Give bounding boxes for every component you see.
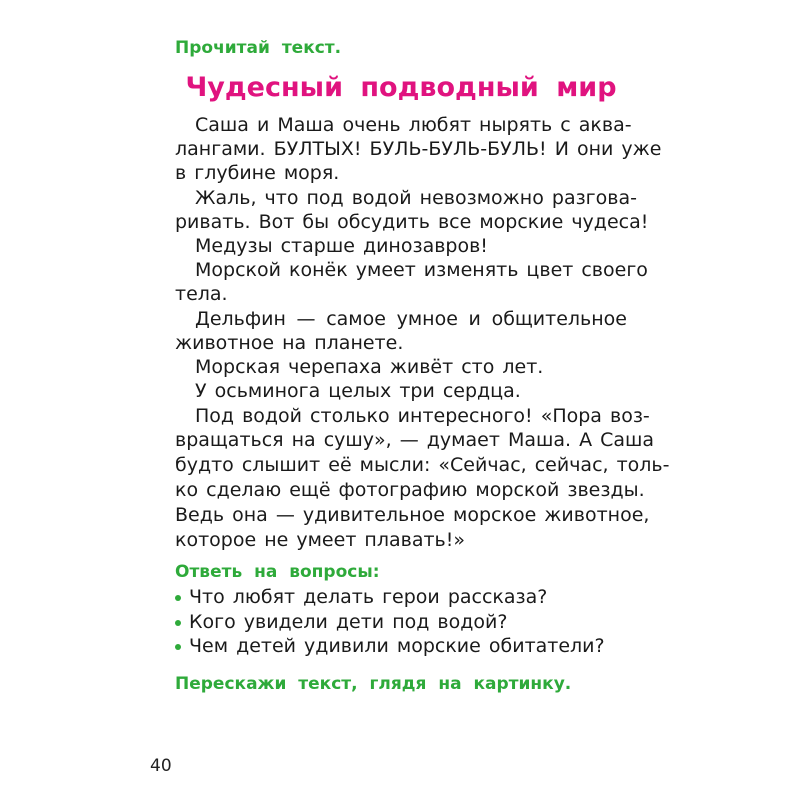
question-text: Кого увидели дети под водой? [189,611,508,633]
page-title: Чудесный подводный мир [185,72,617,103]
text-line: Жаль, что под водой невозможно разгова- [195,187,637,209]
text-line: Ведь она — удивительное морское животное, [175,504,650,526]
text-line: которое не умеет плавать!» [175,529,465,551]
text-line: животное на планете. [175,332,404,354]
text-line: Морской конёк умеет изменять цвет своего [195,259,648,281]
question-item [175,610,507,634]
question-text: Что любят делать герои рассказа? [189,586,548,608]
text-line: будто слышит её мысли: «Сейчас, сейчас, толь- [175,454,670,476]
text-line: ко сделаю ещё фотографию морской звезды. [175,479,645,501]
text-line: Под водой столько интересного! «Пора воз- [195,405,650,427]
bullet-icon [175,644,181,650]
text-line: Медузы старше динозавров! [195,235,488,257]
text-line: У осьминога целых три сердца. [195,380,521,402]
question-text: Чем детей удивили морские обитатели? [189,635,605,657]
question-item [175,634,605,658]
text-line: ривать. Вот бы обсудить все морские чудеса! [175,211,649,233]
bullet-icon [175,620,181,626]
text-line: тела. [175,283,228,305]
text-line: вращаться на сушу», — думает Маша. А Саша [175,429,655,451]
question-item [175,585,547,609]
page-number: 40 [150,756,172,776]
text-line: Дельфин — самое умное и общительное [195,308,627,330]
text-line: лангами. БУЛТЫХ! БУЛЬ-БУЛЬ-БУЛЬ! И они уже [175,138,662,160]
text-line: Саша и Маша очень любят нырять с аква- [195,114,632,136]
retell-instruction: Перескажи текст, глядя на картинку. [175,674,572,694]
text-line: Морская черепаха живёт сто лет. [195,356,544,378]
text-line: в глубине моря. [175,162,340,184]
bullet-icon [175,595,181,601]
questions-heading: Ответь на вопросы: [175,562,380,582]
instruction: Прочитай текст. [175,38,342,58]
